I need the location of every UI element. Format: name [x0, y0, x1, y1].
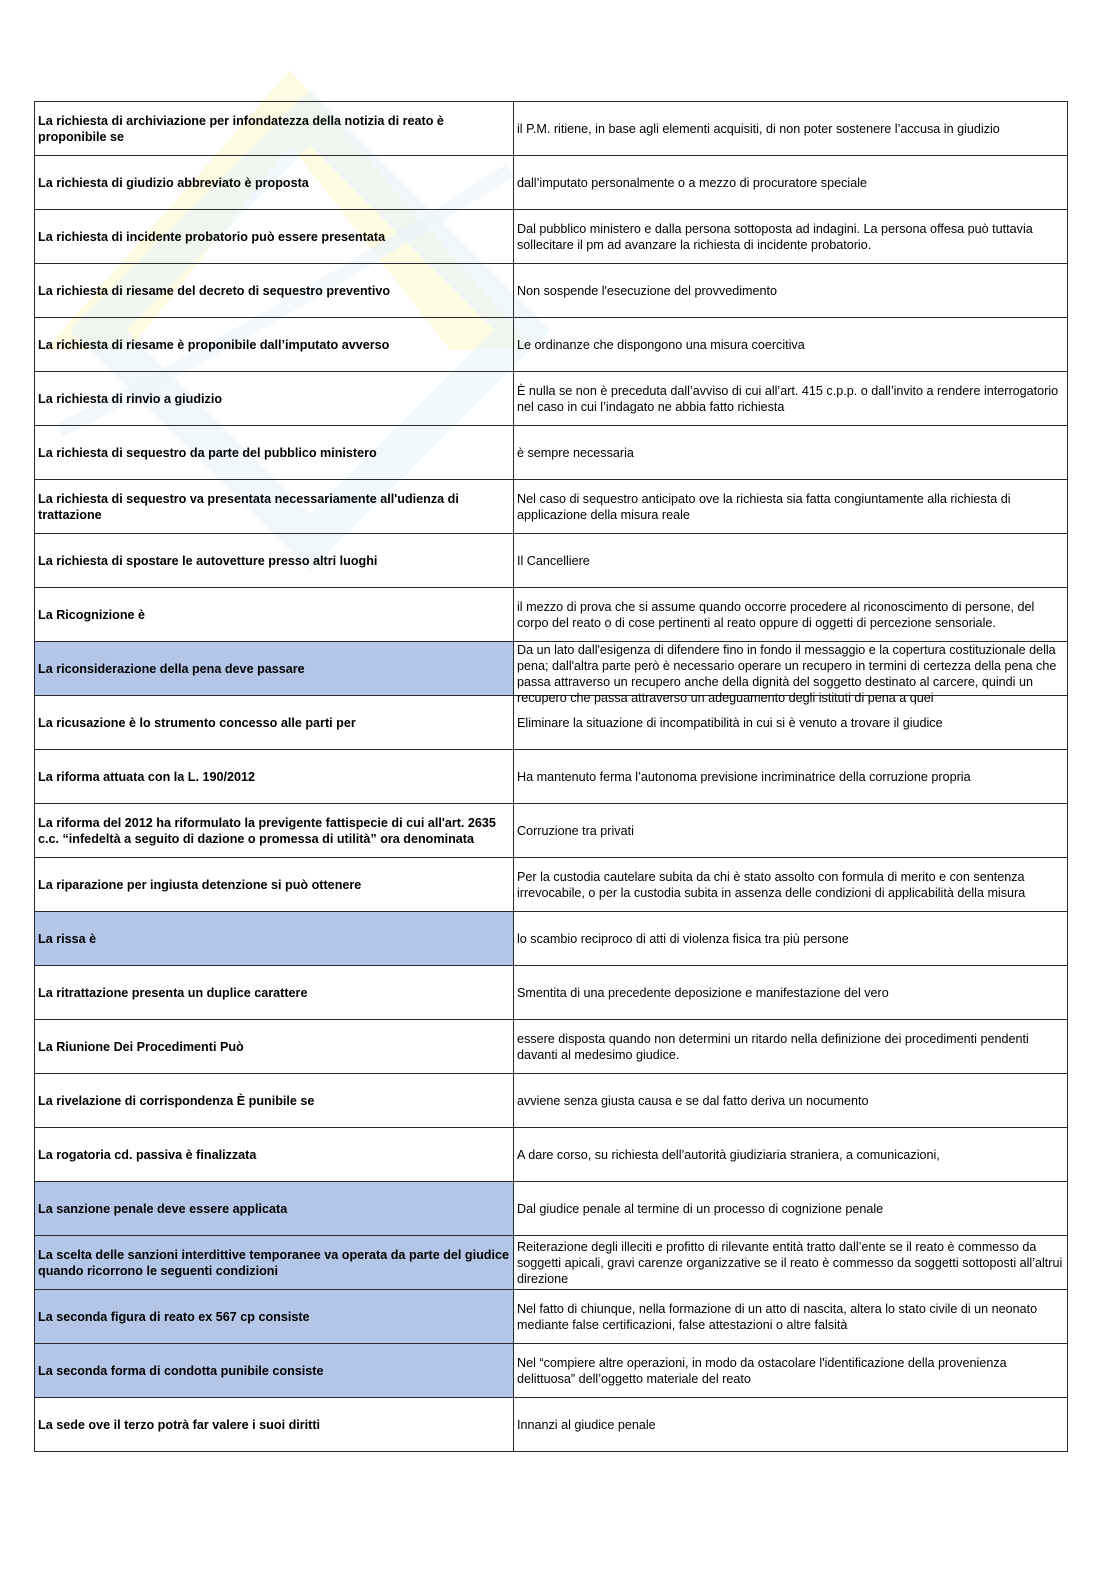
- table-row: [35, 102, 1068, 156]
- table-row: [35, 264, 1068, 318]
- table-row: [35, 858, 1068, 912]
- table-row: [35, 1290, 1068, 1344]
- question-cell: La sede ove il terzo potrà far valere i suoi diritti: [35, 1398, 514, 1452]
- answer-cell: avviene senza giusta causa e se dal fatto deriva un nocumento: [514, 1074, 1068, 1128]
- table-row: [35, 588, 1068, 642]
- answer-cell: È nulla se non è preceduta dall’avviso di cui all’art. 415 c.p.p. o dall’invito a rendere interrogatorio nel caso in cui l’indagato ne abbia fatto richiesta: [514, 372, 1068, 426]
- table-row: [35, 372, 1068, 426]
- answer-cell: Dal pubblico ministero e dalla persona sottoposta ad indagini. La persona offesa può tuttavia sollecitare il pm ad avanzare la richiesta di incidente probatorio.: [514, 210, 1068, 264]
- table-row: [35, 1398, 1068, 1452]
- answer-cell: è sempre necessaria: [514, 426, 1068, 480]
- question-cell: La richiesta di sequestro da parte del pubblico ministero: [35, 426, 514, 480]
- table-row: [35, 912, 1068, 966]
- answer-cell: Reiterazione degli illeciti e profitto di rilevante entità tratto dall’ente se il reato è commesso da soggetti apicali, gravi carenze organizzative se il reato è commesso da soggetti sottoposti all’altrui direzione: [514, 1236, 1068, 1290]
- answer-cell: A dare corso, su richiesta dell’autorità giudiziaria straniera, a comunicazioni,: [514, 1128, 1068, 1182]
- question-cell: La scelta delle sanzioni interdittive temporanee va operata da parte del giudice quando ricorrono le seguenti condizioni: [35, 1236, 514, 1290]
- table-row: [35, 1020, 1068, 1074]
- question-cell: La richiesta di spostare le autovetture presso altri luoghi: [35, 534, 514, 588]
- table-row: [35, 1236, 1068, 1290]
- answer-cell: Nel fatto di chiunque, nella formazione di un atto di nascita, altera lo stato civile di un neonato mediante false certificazioni, false attestazioni o altre falsità: [514, 1290, 1068, 1344]
- answer-cell: Il Cancelliere: [514, 534, 1068, 588]
- question-cell: La sanzione penale deve essere applicata: [35, 1182, 514, 1236]
- answer-cell: Innanzi al giudice penale: [514, 1398, 1068, 1452]
- table-row: [35, 750, 1068, 804]
- question-cell: La richiesta di riesame è proponibile dall’imputato avverso: [35, 318, 514, 372]
- question-cell: La rivelazione di corrispondenza È punibile se: [35, 1074, 514, 1128]
- answer-cell: Dal giudice penale al termine di un processo di cognizione penale: [514, 1182, 1068, 1236]
- table-row: [35, 426, 1068, 480]
- question-cell: La Riunione Dei Procedimenti Può: [35, 1020, 514, 1074]
- question-cell: La riforma del 2012 ha riformulato la previgente fattispecie di cui all'art. 2635 c.c. “infedeltà a seguito di dazione o promessa di utilità” ora denominata: [35, 804, 514, 858]
- question-cell: La richiesta di archiviazione per infondatezza della notizia di reato è proponibile se: [35, 102, 514, 156]
- answer-cell: Nel “compiere altre operazioni, in modo da ostacolare l'identificazione della provenienza delittuosa” dell’oggetto materiale del reato: [514, 1344, 1068, 1398]
- answer-cell: Eliminare la situazione di incompatibilità in cui si è venuto a trovare il giudice: [514, 696, 1068, 750]
- question-cell: La Ricognizione è: [35, 588, 514, 642]
- answer-cell: dall’imputato personalmente o a mezzo di procuratore speciale: [514, 156, 1068, 210]
- answer-cell: Corruzione tra privati: [514, 804, 1068, 858]
- question-cell: La richiesta di rinvio a giudizio: [35, 372, 514, 426]
- question-cell: La richiesta di sequestro va presentata necessariamente all'udienza di trattazione: [35, 480, 514, 534]
- question-cell: La seconda forma di condotta punibile consiste: [35, 1344, 514, 1398]
- answer-cell: Smentita di una precedente deposizione e manifestazione del vero: [514, 966, 1068, 1020]
- question-cell: La ritrattazione presenta un duplice carattere: [35, 966, 514, 1020]
- answer-cell: Ha mantenuto ferma l’autonoma previsione incriminatrice della corruzione propria: [514, 750, 1068, 804]
- answer-cell: Da un lato dall'esigenza di difendere fino in fondo il messaggio e la copertura costituzionale della pena; dall'altra parte però è necessario operare un recupero in termini di certezza della pena che passa attraverso un recupero anche della dignità del soggetto destinato al carcere, quindi un recupero che passa attraverso un adeguamento degli istituti di pena a quei: [514, 642, 1068, 696]
- table-row: [35, 210, 1068, 264]
- table-row: [35, 642, 1068, 696]
- question-cell: La richiesta di incidente probatorio può essere presentata: [35, 210, 514, 264]
- question-cell: La richiesta di giudizio abbreviato è proposta: [35, 156, 514, 210]
- answer-cell: Le ordinanze che dispongono una misura coercitiva: [514, 318, 1068, 372]
- table-row: [35, 1128, 1068, 1182]
- table-row: [35, 966, 1068, 1020]
- question-cell: La riparazione per ingiusta detenzione si può ottenere: [35, 858, 514, 912]
- table-row: [35, 318, 1068, 372]
- table-row: [35, 480, 1068, 534]
- table-row: [35, 534, 1068, 588]
- answer-cell: Nel caso di sequestro anticipato ove la richiesta sia fatta congiuntamente alla richiesta di applicazione della misura reale: [514, 480, 1068, 534]
- question-cell: La ricusazione è lo strumento concesso alle parti per: [35, 696, 514, 750]
- table-row: [35, 1182, 1068, 1236]
- answer-cell: Non sospende l'esecuzione del provvedimento: [514, 264, 1068, 318]
- table-row: [35, 804, 1068, 858]
- question-cell: La rissa è: [35, 912, 514, 966]
- answer-cell: il P.M. ritiene, in base agli elementi acquisiti, di non poter sostenere l’accusa in giudizio: [514, 102, 1068, 156]
- answer-cell: il mezzo di prova che si assume quando occorre procedere al riconoscimento di persone, del corpo del reato o di cose pertinenti al reato oppure di oggetti di percezione sensoriale.: [514, 588, 1068, 642]
- table-row: [35, 1344, 1068, 1398]
- qa-table: [34, 101, 1068, 1452]
- answer-cell: lo scambio reciproco di atti di violenza fisica tra più persone: [514, 912, 1068, 966]
- table-row: [35, 1074, 1068, 1128]
- question-cell: La richiesta di riesame del decreto di sequestro preventivo: [35, 264, 514, 318]
- question-cell: La rogatoria cd. passiva è finalizzata: [35, 1128, 514, 1182]
- table-row: [35, 156, 1068, 210]
- question-cell: La riconsiderazione della pena deve passare: [35, 642, 514, 696]
- question-cell: La seconda figura di reato ex 567 cp consiste: [35, 1290, 514, 1344]
- question-cell: La riforma attuata con la L. 190/2012: [35, 750, 514, 804]
- answer-cell: essere disposta quando non determini un ritardo nella definizione dei procedimenti pendenti davanti al medesimo giudice.: [514, 1020, 1068, 1074]
- answer-cell: Per la custodia cautelare subita da chi è stato assolto con formula di merito e con sentenza irrevocabile, o per la custodia subita in assenza delle condizioni di applicabilità della misura: [514, 858, 1068, 912]
